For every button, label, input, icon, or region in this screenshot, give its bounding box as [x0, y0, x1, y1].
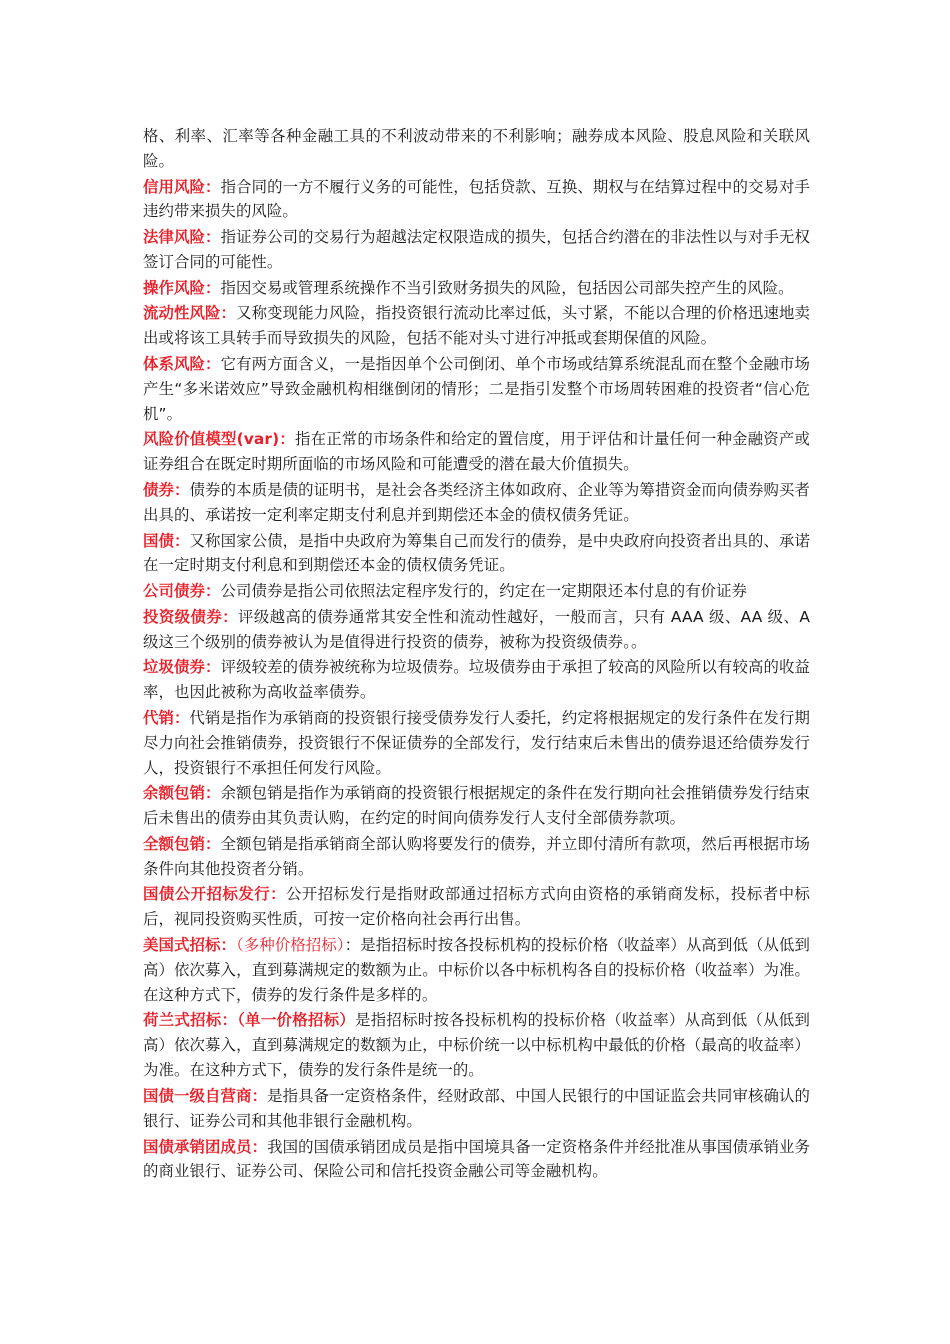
paragraph-text: 又称国家公债，是指中央政府为筹集自己而发行的债券，是中央政府向投资者出具的、承诺在一定时期支付利息和到期偿还本金的债权债务凭证。: [143, 531, 810, 575]
paragraph-continuation: [143, 124, 810, 174]
paragraph-credit-risk: [143, 175, 810, 225]
term-label: 债券：: [143, 480, 190, 499]
paragraph-systemic-risk: [143, 352, 810, 427]
term-label: 信用风险：: [143, 177, 221, 196]
term-label: 投资级债券：: [143, 607, 239, 626]
paragraph-text: 是指招标时按各投标机构的投标价格（收益率）从高到低（从低到高）依次募入，直到募满规定的数额为止，中标价统一以中标机构中最低的价格（最高的收益率）为准。在这种方式下，债券的发行条件是统一的。: [143, 1011, 810, 1080]
paragraph-text: 指因交易或管理系统操作不当引致财务损失的风险，包括因公司部失控产生的风险。: [220, 278, 794, 297]
term-label: 公司债券：: [143, 582, 221, 601]
paragraph-text: 又称变现能力风险，指投资银行流动比率过低，头寸紧，不能以合理的价格迅速地卖出或将该工具转手而导致损失的风险，包括不能对头寸进行冲抵或套期保值的风险。: [143, 304, 810, 348]
term-label: 余额包销：: [143, 784, 221, 803]
paragraph-text: 指证券公司的交易行为超越法定权限造成的损失，包括合约潜在的非法性以与对手无权签订合同的可能性。: [143, 228, 810, 272]
paragraph-underwriting-syndicate: [143, 1135, 810, 1185]
term-label: 国债：: [143, 531, 190, 550]
paragraph-operational-risk: [143, 276, 810, 301]
paragraph-dutch-auction: [143, 1008, 810, 1083]
paragraph-text: ：是指招标时按各投标机构的投标价格（收益率）从高到低（从低到高）依次募入，直到募满规定的数额为止。中标价以各中标机构各自的投标价格（收益率）为准。在这种方式下，债券的发行条件是多样的。: [143, 936, 810, 1004]
paragraph-text: 是指具备一定资格条件，经财政部、中国人民银行的中国证监会共同审核确认的银行、证券公司和其他非银行金融机构。: [143, 1086, 810, 1130]
term-label: 国债承销团成员：: [143, 1137, 268, 1156]
term-label: 美国式招标：: [143, 936, 237, 954]
term-label: 荷兰式招标：: [143, 1011, 238, 1030]
paragraph-text: 指在正常的市场条件和给定的置信度，用于评估和计量任何一种金融资产或证券组合在既定时期所面临的市场风险和可能遭受的潜在最大价值损失。: [143, 430, 810, 474]
paragraph-american-auction: [143, 933, 810, 1008]
term-label: 国债公开招标发行：: [143, 885, 287, 904]
term-label: 代销：: [143, 708, 190, 727]
paragraph-investment-grade-bond: [143, 605, 810, 655]
term-label: 垃圾债券：: [143, 658, 221, 677]
paragraph-junk-bond: [143, 655, 810, 705]
paragraph-public-tender: [143, 882, 810, 932]
paragraph-text: 评级越高的债券通常其安全性和流动性越好，一般而言，只有 AAA 级、AA 级、A 级这三个级别的债券被认为是值得进行投资的债券，被称为投资级债券。。: [143, 607, 810, 651]
paragraph-text: 余额包销是指作为承销商的投资银行根据规定的条件在发行期向社会推销债券发行结束后未售出的债券由其负责认购，在约定的时间向债券发行人支付全部债券款项。: [143, 784, 810, 828]
paragraph-text: 债券的本质是债的证明书，是社会各类经济主体如政府、企业等为筹措资金而向债券购买者出具的、承诺按一定利率定期支付利息并到期偿还本金的债权债务凭证。: [143, 480, 810, 524]
paragraph-var-model: [143, 427, 810, 477]
paragraph-legal-risk: [143, 225, 810, 275]
paragraph-text: 指合同的一方不履行义务的可能性，包括贷款、互换、期权与在结算过程中的交易对手违约带来损失的风险。: [143, 177, 810, 221]
paragraph-primary-dealer: [143, 1084, 810, 1134]
paragraph-text: 格、利率、汇率等各种金融工具的不利波动带来的不利影响；融券成本风险、股息风险和关联风险。: [143, 127, 810, 170]
term-label: 风险价值模型(var)：: [143, 430, 295, 449]
paragraph-text: 公开招标发行是指财政部通过招标方式向由资格的承销商发标，投标者中标后，视同投资购买性质，可按一定价格向社会再行出售。: [143, 885, 810, 929]
paragraph-text: 我国的国债承销团成员是指中国境具备一定资格条件并经批准从事国债承销业务的商业银行、证券公司、保险公司和信托投资金融公司等金融机构。: [143, 1137, 810, 1181]
term-label: 操作风险：: [143, 278, 221, 297]
paragraph-text: 公司债券是指公司依照法定程序发行的，约定在一定期限还本付息的有价证券: [220, 582, 748, 601]
term-label: 流动性风险：: [143, 304, 237, 323]
paragraph-text: 它有两方面含义，一是指因单个公司倒闭、单个市场或结算系统混乱而在整个金融市场产生“多米诺效应”导致金融机构相继倒闭的情形；二是指引发整个市场周转困难的投资者“信心危机”。: [143, 354, 810, 423]
paragraph-bond: [143, 478, 810, 528]
paragraph-text: 评级较差的债券被统称为垃圾债券。垃圾债券由于承担了较高的风险所以有较高的收益率，也因此被称为高收益率债券。: [143, 658, 810, 702]
term-parenthetical: （多种价格招标）: [236, 936, 345, 954]
term-label: 法律风险：: [143, 228, 221, 247]
paragraph-text: 代销是指作为承销商的投资银行接受债券发行人委托，约定将根据规定的发行条件在发行期尽力向社会推销债券，投资银行不保证债券的全部发行，发行结束后未售出的债券退还给债券发行人，投资银行不承担任何发行风险。: [143, 708, 810, 777]
term-label: 国债一级自营商：: [143, 1086, 268, 1105]
document-page: [143, 124, 810, 1185]
paragraph-text: 全额包销是指承销商全部认购将要发行的债券，并立即付清所有款项，然后再根据市场条件向其他投资者分销。: [143, 834, 810, 878]
paragraph-agency-sale: [143, 706, 810, 781]
paragraph-corporate-bond: [143, 579, 810, 604]
term-label: 全额包销：: [143, 834, 221, 853]
term-label: 体系风险：: [143, 354, 221, 373]
paragraph-government-bond: [143, 529, 810, 579]
paragraph-liquidity-risk: [143, 301, 810, 351]
term-parenthetical: （单一价格招标）: [237, 1011, 356, 1030]
paragraph-firm-commitment: [143, 832, 810, 882]
paragraph-standby-underwriting: [143, 781, 810, 831]
